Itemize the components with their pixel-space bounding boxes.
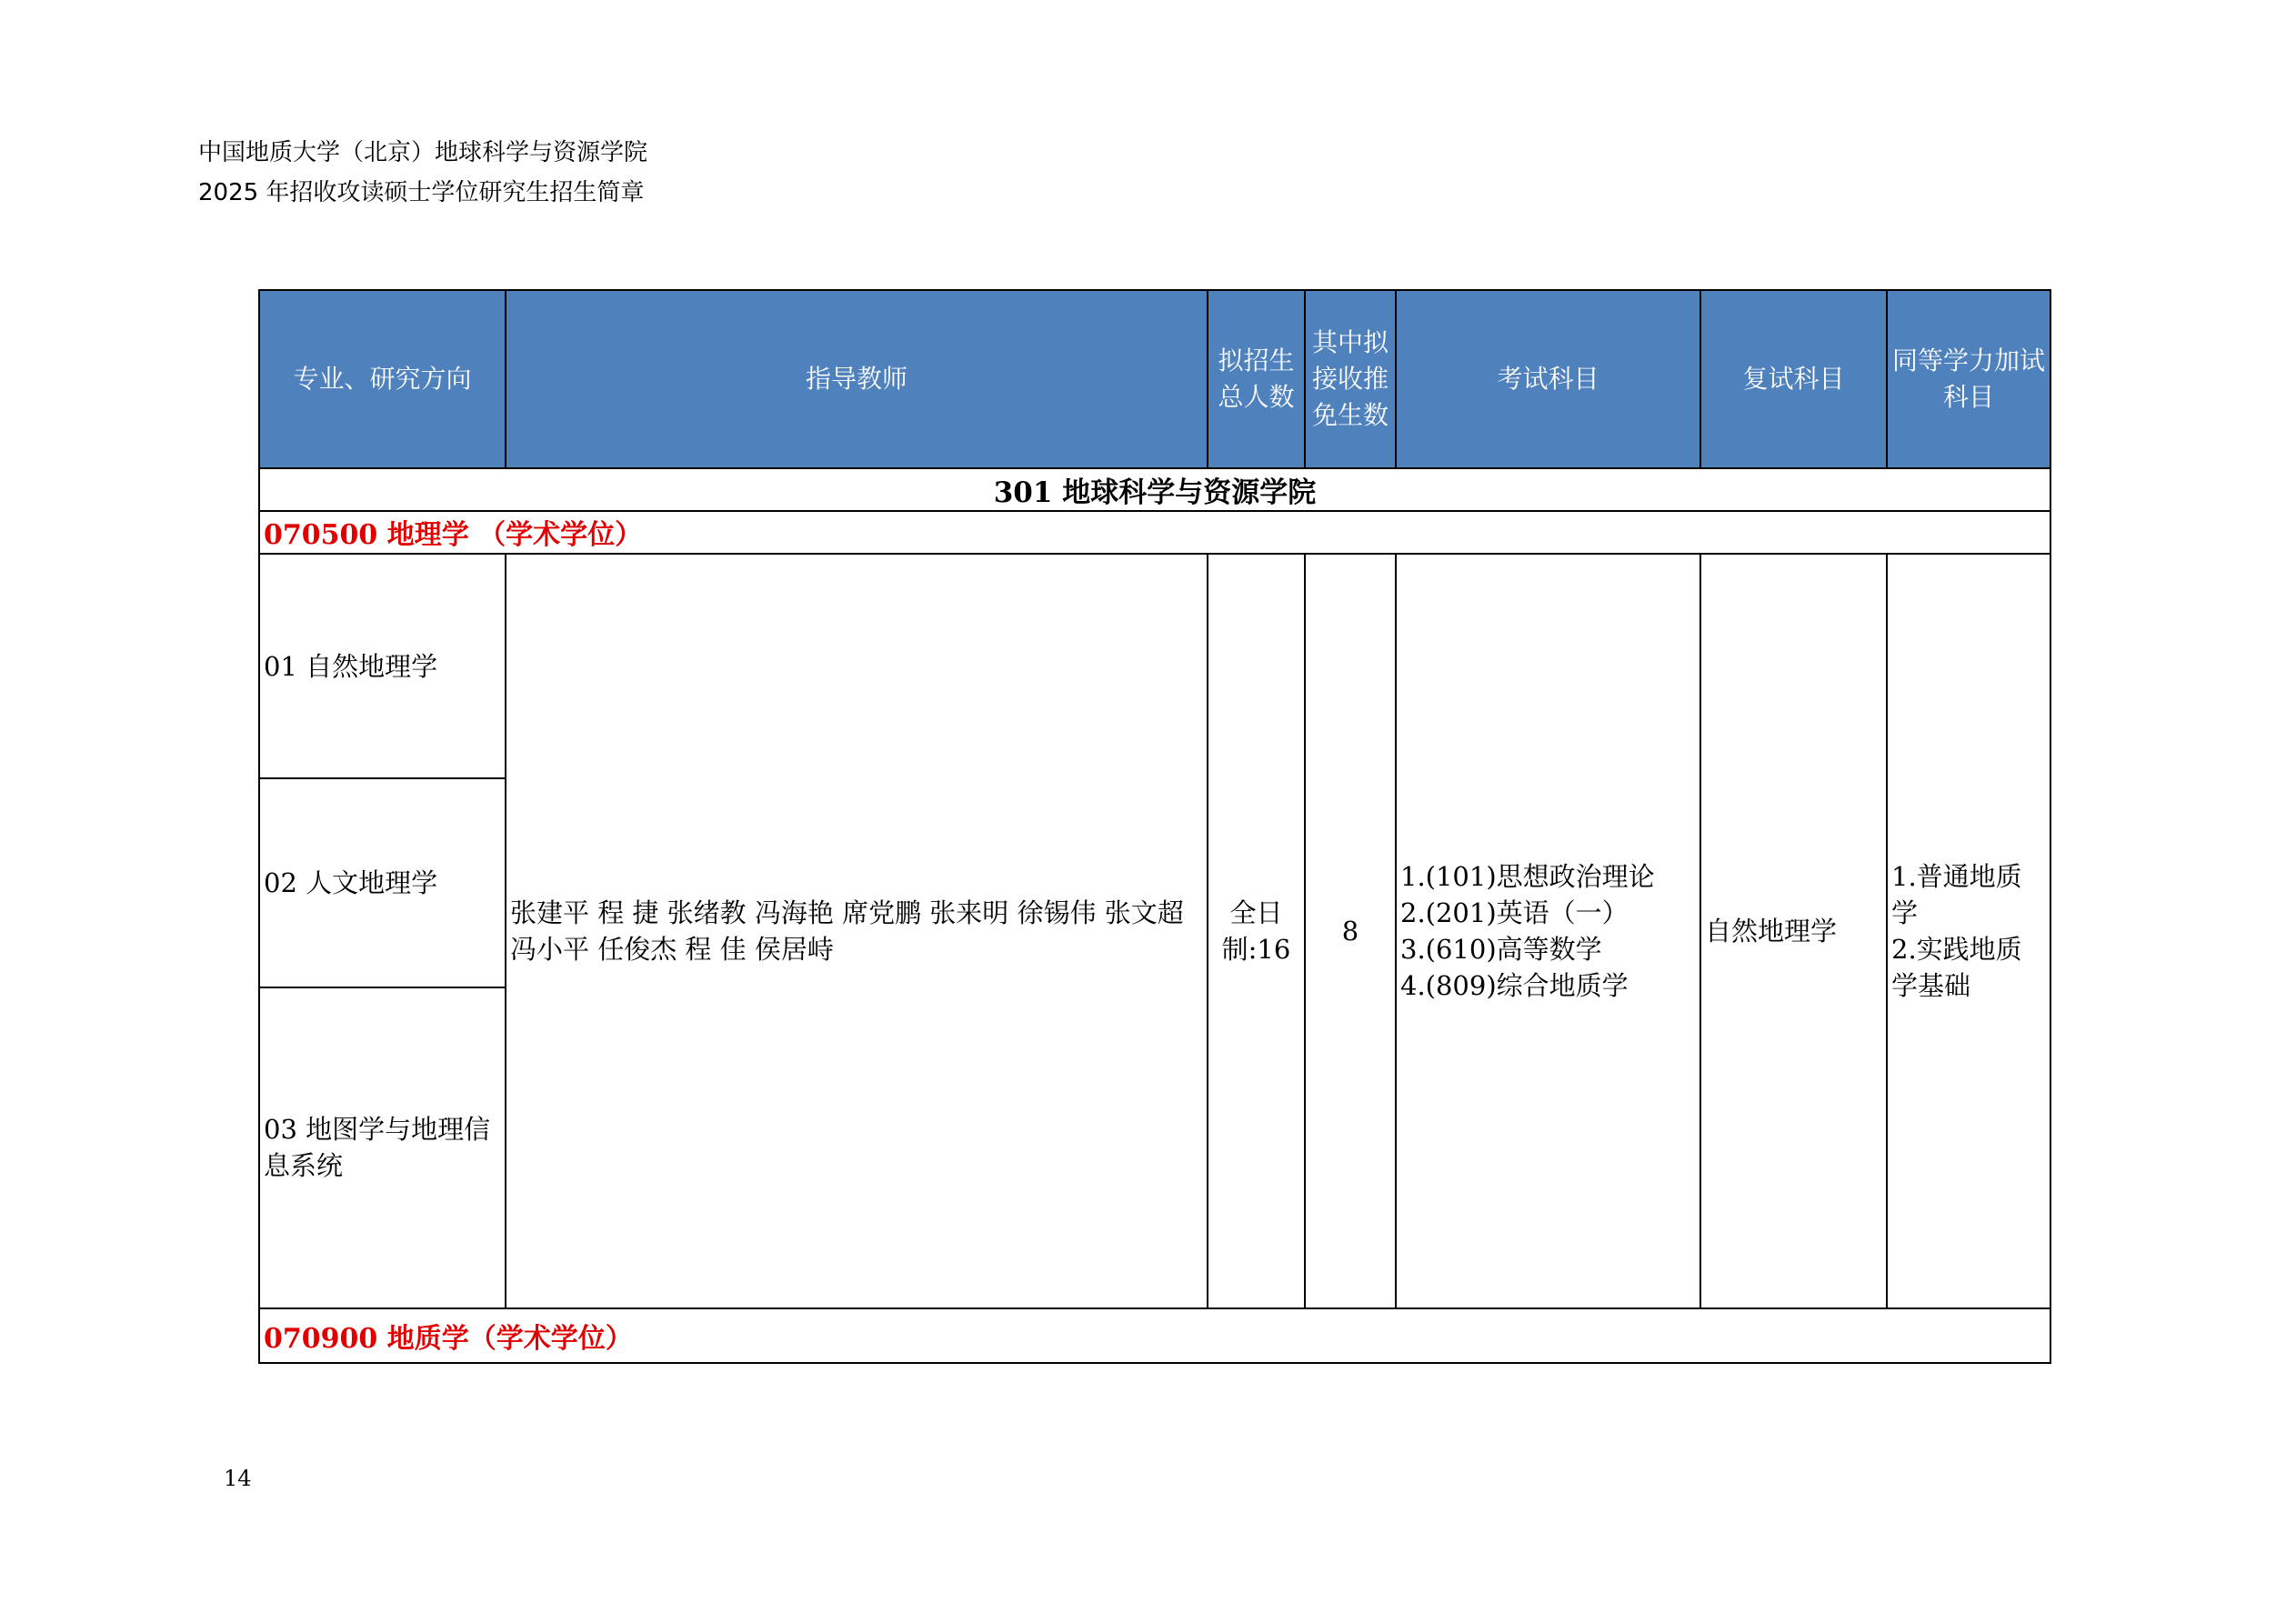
planned-total-cell: 全日制:16: [1208, 554, 1305, 1308]
retest-subjects-cell: 自然地理学: [1700, 554, 1887, 1308]
school-title: 301 地球科学与资源学院: [259, 468, 2050, 511]
direction-cell: 02 人文地理学: [259, 778, 506, 987]
school-row: [259, 468, 2050, 511]
col-header-retest-subjects: 复试科目: [1700, 290, 1887, 468]
major-row: [259, 1308, 2050, 1363]
page-number: 14: [224, 1466, 252, 1491]
col-header-equivalent-extra: 同等学力加试科目: [1887, 290, 2050, 468]
col-header-exam-subjects: 考试科目: [1396, 290, 1700, 468]
major-row: [259, 511, 2050, 553]
col-header-major-direction: 专业、研究方向: [259, 290, 506, 468]
header-school-name: 中国地质大学（北京）地球科学与资源学院: [198, 139, 648, 166]
exam-subjects-cell: 1.(101)思想政治理论 2.(201)英语（一） 3.(610)高等数学 4.(809)综合地质学: [1396, 554, 1700, 1308]
admissions-table: [258, 289, 2051, 1364]
header-brochure-title: 2025 年招收攻读硕士学位研究生招生简章: [198, 179, 645, 206]
col-header-planned-total: 拟招生总人数: [1208, 290, 1305, 468]
equivalent-extra-cell: 1.普通地质学 2.实践地质学基础: [1887, 554, 2050, 1308]
supervisors-cell: 张建平 程 捷 张绪教 冯海艳 席党鹏 张来明 徐锡伟 张文超 冯小平 任俊杰 程 佳 侯居峙: [506, 554, 1208, 1308]
direction-cell: 03 地图学与地理信息系统: [259, 987, 506, 1308]
major-title-geography: 070500 地理学 （学术学位）: [259, 511, 2050, 553]
col-header-exempt-count: 其中拟接收推免生数: [1305, 290, 1396, 468]
table-header-row: [259, 290, 2050, 468]
col-header-supervisors: 指导教师: [506, 290, 1208, 468]
major-title-geology: 070900 地质学（学术学位）: [259, 1308, 2050, 1363]
page-header: [198, 133, 647, 213]
direction-cell: 01 自然地理学: [259, 554, 506, 779]
exempt-count-cell: 8: [1305, 554, 1396, 1308]
table-row: [259, 554, 2050, 779]
